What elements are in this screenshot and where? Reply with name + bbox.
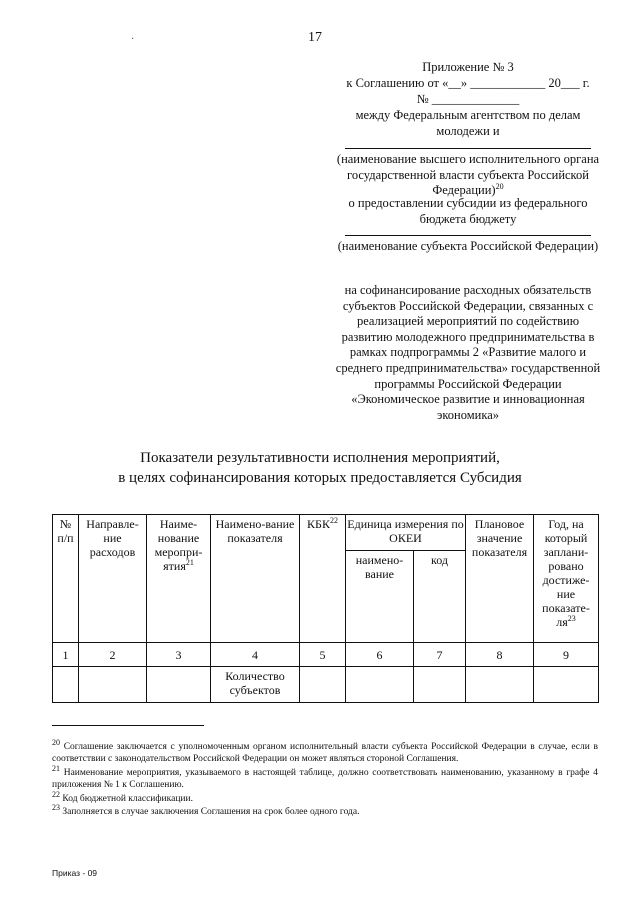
- header-event: Наиме-нование меропри-ятия$^{21}$: [147, 515, 211, 643]
- table-title-line-1: Показатели результативности исполнения мероприятий,: [140, 450, 500, 466]
- header-no: № п/п: [53, 515, 79, 643]
- col-number: 5: [300, 643, 346, 667]
- table-cell: [79, 667, 147, 703]
- header-year: Год, на который заплани-ровано достиже-ние показате-$ля^{23}$: [534, 515, 599, 643]
- table-cell: [147, 667, 211, 703]
- indicators-table: [52, 514, 599, 703]
- page-number: 17: [308, 30, 322, 45]
- footnote-separator: [52, 725, 204, 726]
- col-number: 9: [534, 643, 599, 667]
- col-number: 2: [79, 643, 147, 667]
- agreement-reference: к Соглашению от «__» ____________ 20___ г.: [346, 76, 590, 90]
- footnote-21: $^{21}$ Наименование мероприятия, указываемого в настоящей таблице, должно соответствовать наименованию, указанному в графе 4 приложения № 1 к Соглашению.: [52, 763, 598, 790]
- purpose-text: на софинансирование расходных обязательств субъектов Российской Федерации, связанных с реализацией мероприятий по содействию развитию молодежного предпринимательства в рамках подпрограммы 2 «Развитие малого и среднего предпринимательства» государственной программы Российской Федерации «Экономическое развитие и инновационная экономика»: [335, 283, 601, 422]
- agreement-number: № ______________: [416, 92, 520, 106]
- header-planned: Плановое значение показателя: [466, 515, 534, 643]
- table-cell: [466, 667, 534, 703]
- header-indicator: Наимено-вание показателя: [211, 515, 300, 643]
- table-cell: [534, 667, 599, 703]
- col-number: 3: [147, 643, 211, 667]
- header-direction: Направле-ние расходов: [79, 515, 147, 643]
- table-cell: [346, 667, 414, 703]
- subject-fill-line: [345, 235, 591, 236]
- col-number: 8: [466, 643, 534, 667]
- footnote-23: $^{23}$ Заполняется в случае заключения Соглашения на срок более одного года.: [52, 802, 360, 817]
- header-unit: Единица измерения по ОКЕИ: [346, 515, 466, 551]
- header-kbk: КБК$^{22}$: [300, 515, 346, 643]
- col-number: 4: [211, 643, 300, 667]
- table-cell: [53, 667, 79, 703]
- header-unit-code: код: [414, 551, 466, 643]
- subsidy-description: о предоставлении субсидии из федерального бюджета бюджету: [348, 196, 588, 226]
- authority-fill-line: [345, 148, 591, 149]
- col-number: 7: [414, 643, 466, 667]
- annex-title: Приложение № 3: [422, 60, 514, 74]
- subject-note: (наименование субъекта Российской Федерации): [337, 239, 599, 253]
- col-number: 6: [346, 643, 414, 667]
- order-mark: Приказ - 09: [52, 868, 98, 878]
- table-cell: [300, 667, 346, 703]
- table-title: [70, 448, 570, 488]
- agreement-parties: между Федеральным агентством по делам молодежи и: [355, 108, 581, 138]
- footnote-20: $^{20}$ Соглашение заключается с уполномоченным органом исполнительный власти субъекта Российской Федерации в случае, если в соответствии с законодательством Российской Федерации он может являться стороной Соглашения.: [52, 737, 598, 764]
- table-title-line-2: в целях софинансирования которых предоставляется Субсидия: [118, 470, 522, 486]
- authority-note: (наименование высшего исполнительного органа государственной власти субъекта Российской Федерации)$^{20}$: [336, 152, 600, 198]
- footnote-22: $^{22}$ Код бюджетной классификации.: [52, 789, 193, 804]
- indicator-cell: Количество субъектов: [211, 667, 300, 703]
- scan-mark: ·: [131, 34, 135, 45]
- col-number: 1: [53, 643, 79, 667]
- table-cell: [414, 667, 466, 703]
- header-unit-name: наимено-вание: [346, 551, 414, 643]
